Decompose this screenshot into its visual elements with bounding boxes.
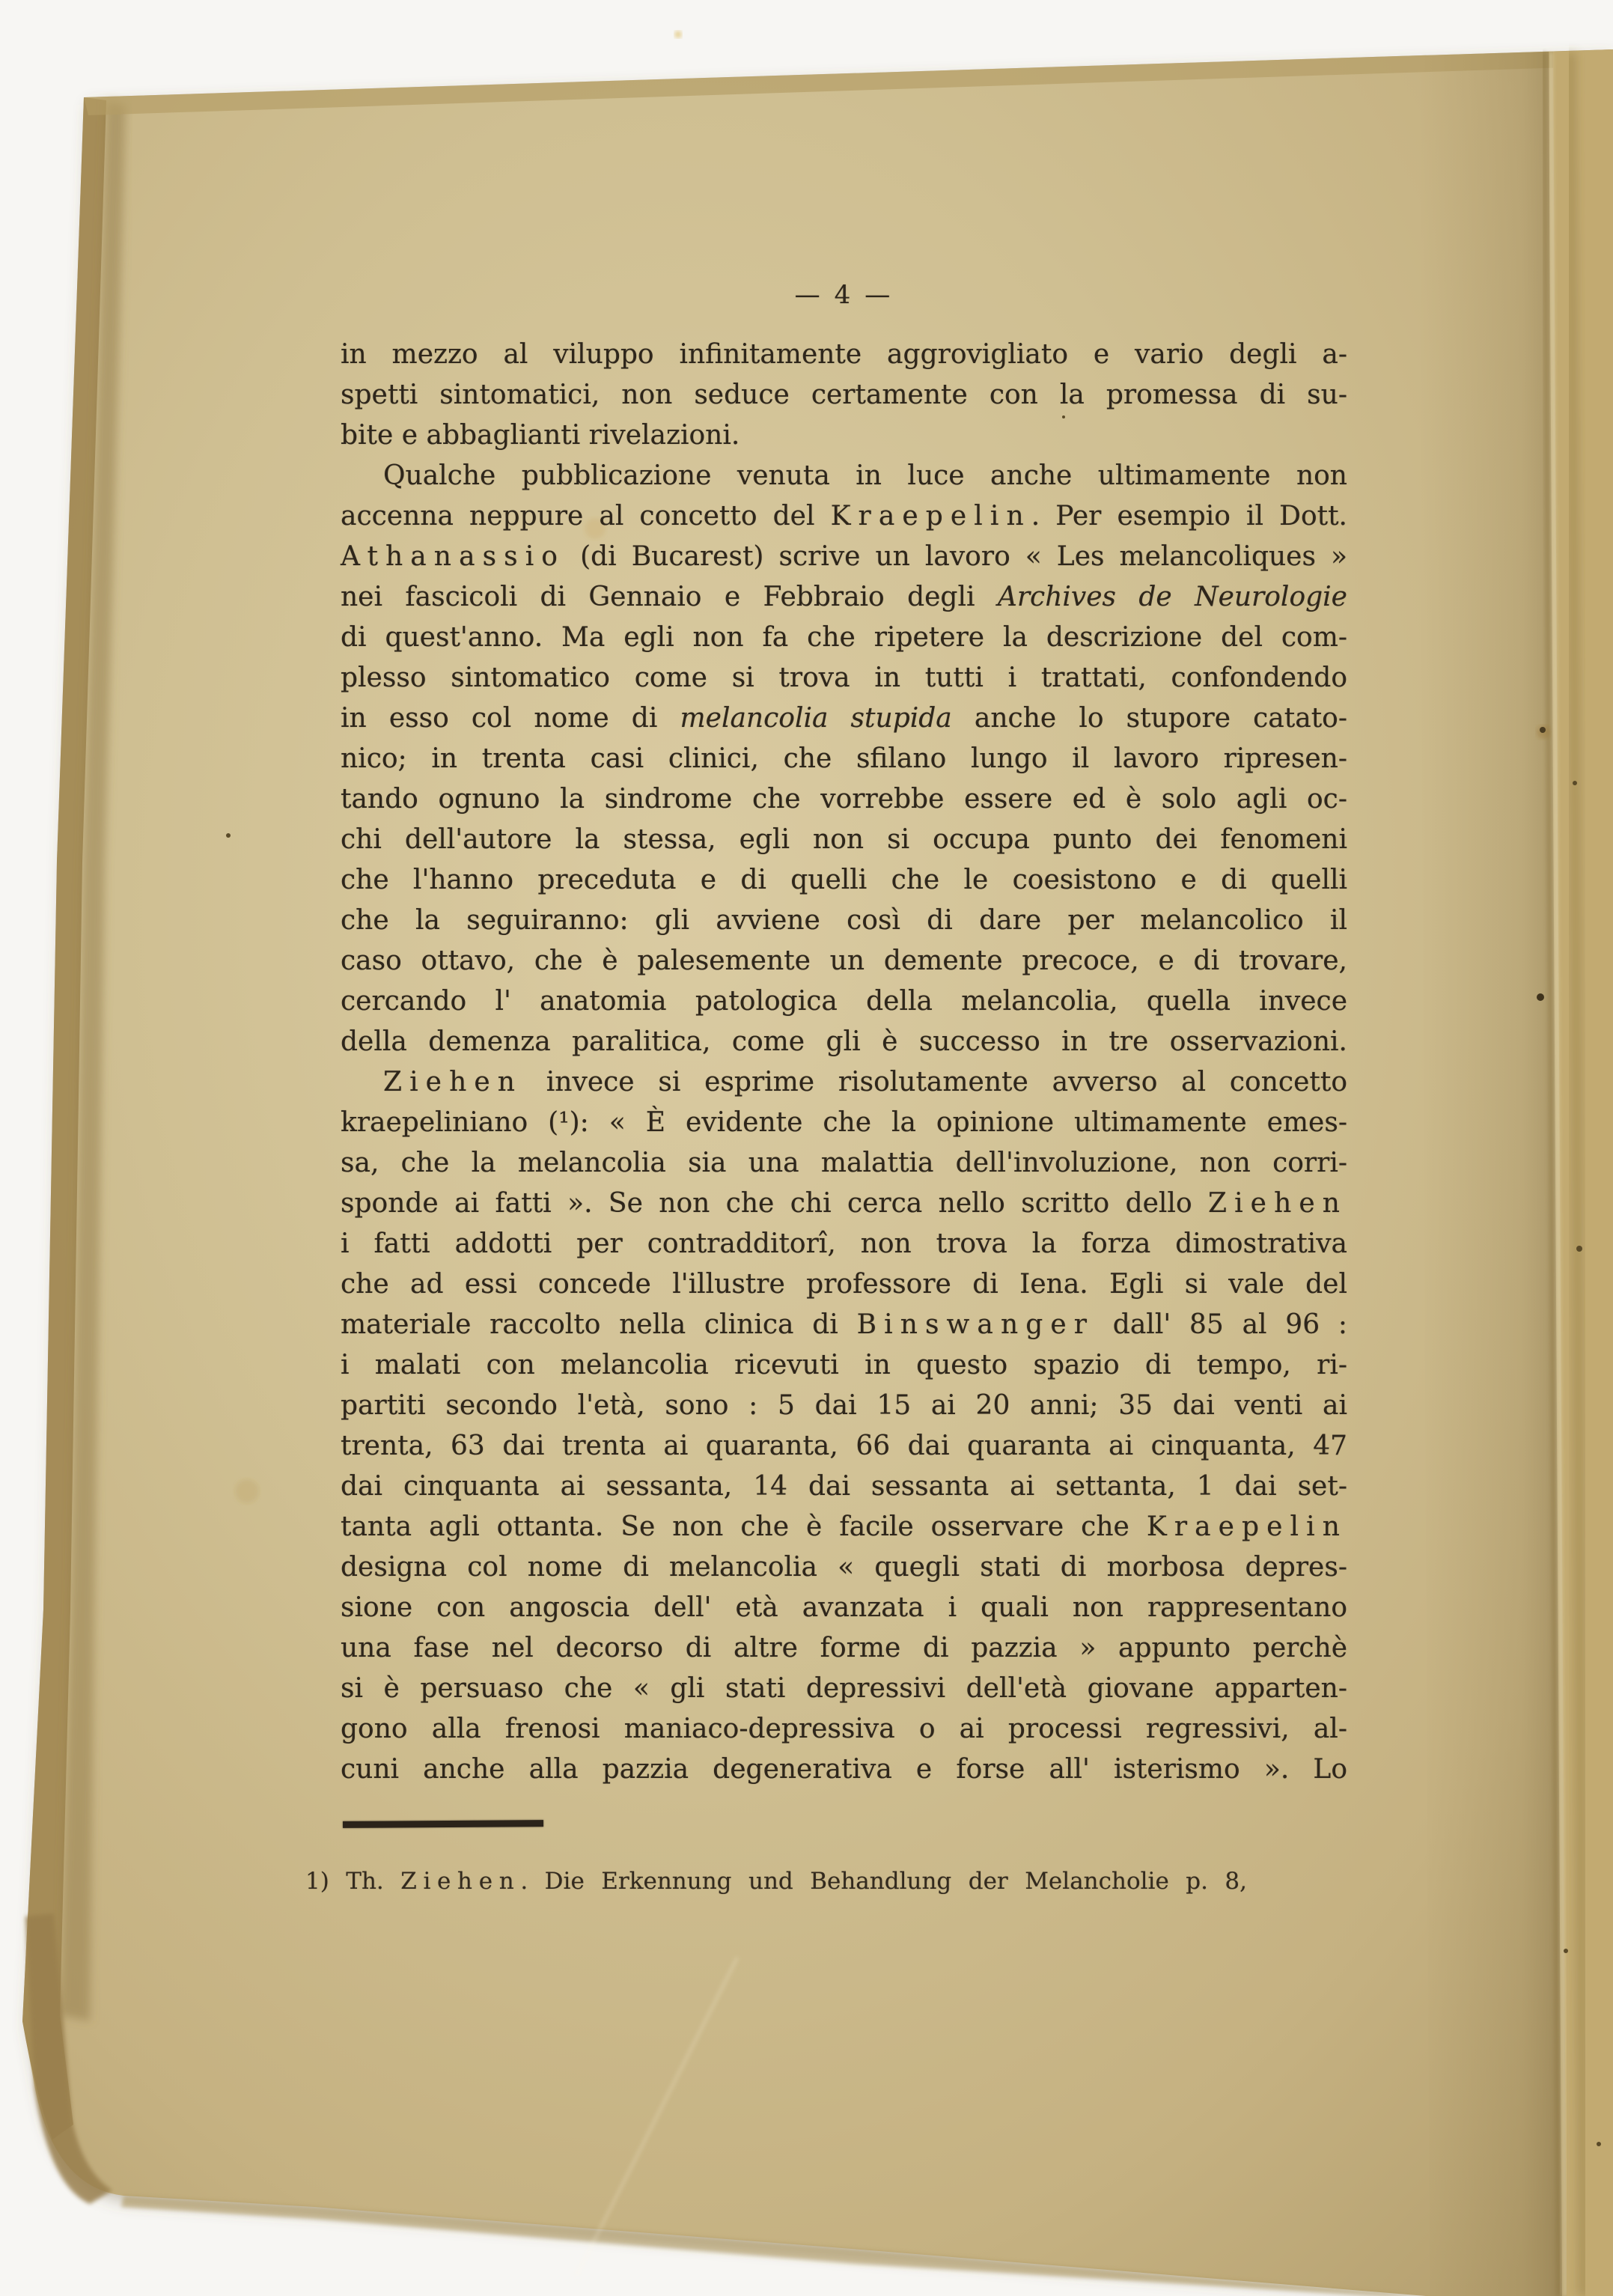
- text-segment: Qualche pubblicazione venuta in luce anche ultimamente non: [383, 460, 1347, 491]
- text-segment: si è persuaso che « gli stati depressivi dell'età giovane apparten-: [341, 1673, 1347, 1704]
- text-line: [341, 901, 1347, 941]
- text-segment: invece si esprime risolutamente avverso al concetto: [522, 1067, 1347, 1097]
- text-segment: anche lo stupore catato-: [951, 703, 1347, 734]
- text-segment: dall' 85 al 96 :: [1094, 1309, 1348, 1340]
- letterspaced-name: Athanassio: [341, 541, 566, 572]
- text-segment: gono alla frenosi maniaco-depressiva o ai processi regressivi, al-: [341, 1714, 1347, 1744]
- text-line: [341, 456, 1347, 496]
- text-segment: spetti sintomatici, non seduce certamente con la promessa di su-: [341, 380, 1347, 410]
- text-segment: kraepeliniano (¹): « È evidente che la opinione ultimamente emes-: [341, 1107, 1347, 1138]
- text-block: [341, 335, 1347, 1790]
- text-line: [341, 1386, 1347, 1426]
- text-line: [341, 537, 1347, 577]
- text-line: [341, 820, 1347, 860]
- text-segment: chi dell'autore la stessa, egli non si occupa punto dei fenomeni: [341, 824, 1347, 855]
- text-segment: i fatti addotti per contradditorî, non trova la forza dimostrativa: [341, 1228, 1347, 1259]
- text-line: [341, 375, 1347, 415]
- text-line: [341, 981, 1347, 1022]
- text-segment: caso ottavo, che è palesemente un demente precoce, e di trovare,: [341, 945, 1347, 976]
- text-line: [341, 698, 1347, 739]
- paragraph: [341, 1062, 1347, 1790]
- text-segment: partiti secondo l'età, sono : 5 dai 15 ai 20 anni; 35 dai venti ai: [341, 1390, 1347, 1421]
- page-number: — 4 —: [794, 280, 894, 310]
- text-line: [341, 1345, 1347, 1386]
- text-line: [341, 1224, 1347, 1264]
- text-line: [341, 658, 1347, 698]
- paragraph: [341, 335, 1347, 456]
- text-line: [341, 739, 1347, 779]
- text-line: [341, 1547, 1347, 1588]
- text-segment: trenta, 63 dai trenta ai quaranta, 66 dai quaranta ai cinquanta, 47: [341, 1431, 1347, 1461]
- text-segment: sponde ai fatti ». Se non che chi cerca nello scritto dello: [341, 1188, 1208, 1219]
- text-line: [341, 335, 1347, 375]
- italic-text: Archives de Neurologie: [997, 582, 1347, 612]
- letterspaced-name: Kraepelin: [1146, 1511, 1347, 1542]
- footnote-separator: [343, 1820, 543, 1828]
- paragraph: [341, 456, 1347, 1062]
- text-segment: plesso sintomatico come si trova in tutti i trattati, confondendo: [341, 663, 1347, 693]
- text-segment: dai cinquanta ai sessanta, 14 dai sessanta ai settanta, 1 dai set-: [341, 1471, 1347, 1502]
- text-line: [341, 496, 1347, 537]
- text-segment: materiale raccolto nella clinica di: [341, 1309, 857, 1340]
- letterspaced-name: Ziehen: [1208, 1188, 1347, 1219]
- text-segment: sione con angoscia dell' età avanzata i quali non rappresentano: [341, 1592, 1347, 1623]
- text-segment: una fase nel decorso di altre forme di pazzia » appunto perchè: [341, 1633, 1347, 1663]
- text-segment: nico; in trenta casi clinici, che sfilano lungo il lavoro ripresen-: [341, 743, 1347, 774]
- text-segment: designa col nome di melancolia « quegli stati di morbosa depres-: [341, 1552, 1347, 1583]
- letterspaced-name: Ziehen: [400, 1868, 521, 1895]
- text-line: [341, 1143, 1347, 1184]
- text-line: [341, 1062, 1347, 1103]
- text-line: [341, 1426, 1347, 1467]
- text-line: [341, 1628, 1347, 1669]
- text-line: [341, 1507, 1347, 1547]
- text-line: [341, 1669, 1347, 1709]
- text-line: [341, 1264, 1347, 1305]
- text-segment: della demenza paralitica, come gli è successo in tre osservazioni.: [341, 1026, 1347, 1057]
- text-line: [341, 1022, 1347, 1062]
- text-segment: che l'hanno preceduta e di quelli che le coesistono e di quelli: [341, 865, 1347, 895]
- text-line: [341, 941, 1347, 981]
- text-segment: nei fascicoli di Gennaio e Febbraio degli: [341, 582, 998, 612]
- text-segment: tanta agli ottanta. Se non che è facile osservare che: [341, 1511, 1147, 1542]
- letterspaced-name: Ziehen: [383, 1067, 522, 1097]
- text-line: [341, 1184, 1347, 1224]
- text-segment: sa, che la melancolia sia una malattia dell'involuzione, non corri-: [341, 1148, 1347, 1178]
- letterspaced-name: Binswanger: [856, 1309, 1095, 1340]
- text-line: [341, 618, 1347, 658]
- text-segment: 1) Th.: [305, 1868, 401, 1895]
- text-line: [341, 779, 1347, 820]
- italic-text: melancolia stupida: [680, 703, 952, 734]
- text-line: [341, 860, 1347, 901]
- text-segment: . Per esempio il Dott.: [1031, 501, 1348, 532]
- letterspaced-name: Kraepelin: [830, 501, 1031, 532]
- text-line: [341, 1709, 1347, 1750]
- text-line: [341, 1588, 1347, 1628]
- text-line: [341, 1305, 1347, 1345]
- text-segment: i malati con melancolia ricevuti in questo spazio di tempo, ri-: [341, 1350, 1347, 1380]
- text-segment: (di Bucarest) scrive un lavoro « Les melancoliques »: [565, 541, 1347, 572]
- text-line: [341, 577, 1347, 618]
- text-segment: accenna neppure al concetto del: [341, 501, 831, 532]
- text-line: [341, 415, 1347, 456]
- text-segment: cercando l' anatomia patologica della melancolia, quella invece: [341, 986, 1347, 1017]
- text-segment: che ad essi concede l'illustre professore di Iena. Egli si vale del: [341, 1269, 1347, 1300]
- text-segment: . Die Erkennung und Behandlung der Melancholie p. 8,: [520, 1868, 1247, 1895]
- text-segment: in mezzo al viluppo infinitamente aggrovigliato e vario degli a-: [341, 339, 1347, 370]
- text-segment: tando ognuno la sindrome che vorrebbe essere ed è solo agli oc-: [341, 784, 1347, 814]
- text-line: [341, 1103, 1347, 1143]
- text-line: [341, 1750, 1347, 1790]
- text-segment: di quest'anno. Ma egli non fa che ripetere la descrizione del com-: [341, 622, 1347, 653]
- text-segment: bite e abbaglianti rivelazioni.: [341, 420, 740, 451]
- text-segment: cuni anche alla pazzia degenerativa e forse all' isterismo ». Lo: [341, 1754, 1347, 1785]
- footnote-text: [305, 1866, 1247, 1897]
- text-segment: in esso col nome di: [341, 703, 680, 734]
- text-segment: che la seguiranno: gli avviene così di dare per melancolico il: [341, 905, 1347, 936]
- text-line: [341, 1467, 1347, 1507]
